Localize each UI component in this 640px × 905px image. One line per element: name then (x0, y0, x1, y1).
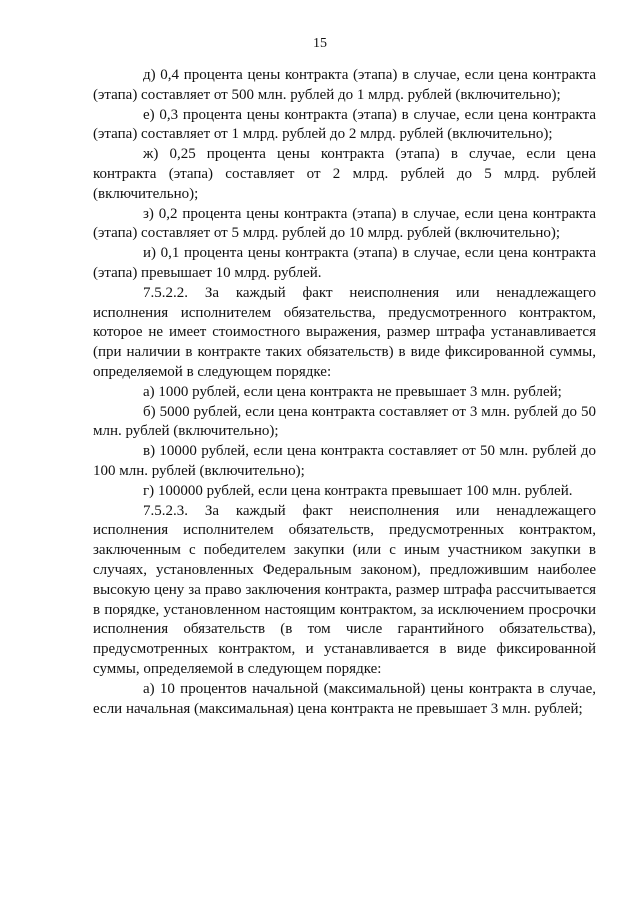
paragraph-a-10-percent: а) 10 процентов начальной (максимальной) цены контракта в случае, если начальная (максимальная) цена контракта не превышает 3 млн. рублей; (93, 680, 596, 717)
paragraph-z: з) 0,2 процента цены контракта (этапа) в случае, если цена контракта (этапа) составляет от 5 млрд. рублей до 10 млрд. рублей (включительно); (93, 205, 596, 242)
paragraph-b-5000: б) 5000 рублей, если цена контракта составляет от 3 млн. рублей до 50 млн. рублей (включительно); (93, 403, 596, 440)
paragraph-d: д) 0,4 процента цены контракта (этапа) в случае, если цена контракта (этапа) составляет от 500 млн. рублей до 1 млрд. рублей (включительно); (93, 67, 596, 103)
paragraph-g-100000: г) 100000 рублей, если цена контракта превышает 100 млн. рублей. (143, 482, 573, 499)
page-number: 15 (313, 36, 327, 51)
paragraph-e: е) 0,3 процента цены контракта (этапа) в случае, если цена контракта (этапа) составляет от 1 млрд. рублей до 2 млрд. рублей (включительно); (93, 106, 596, 143)
paragraph-v-10000: в) 10000 рублей, если цена контракта составляет от 50 млн. рублей до 100 млн. рублей (включительно); (93, 443, 596, 479)
paragraph-i: и) 0,1 процента цены контракта (этапа) в случае, если цена контракта (этапа) превышает 10 млрд. рублей. (93, 245, 596, 281)
paragraph-a-1000: а) 1000 рублей, если цена контракта не превышает 3 млн. рублей; (143, 383, 562, 400)
paragraph-7-5-2-2: 7.5.2.2. За каждый факт неисполнения или ненадлежащего исполнения исполнителем обязательства, предусмотренного контрактом, которое не имеет стоимостного выражения, размер штрафа устанавливается (при наличии в контракте таких обязательств) в виде фиксированной суммы, определяемой в следующем порядке: (93, 284, 596, 380)
document-body (93, 66, 596, 719)
paragraph-7-5-2-3: 7.5.2.3. За каждый факт неисполнения или ненадлежащего исполнения исполнителем обязательств, предусмотренных контрактом, заключенным с победителем закупки (или с иным участником закупки в случаях, установленных Федеральным законом), предложившим наиболее высокую цену за право заключения контракта, размер штрафа рассчитывается в порядке, установленном настоящим контрактом, за исключением просрочки исполнения обязательств (в том числе гарантийного обязательства), предусмотренных контрактом, и устанавливается в виде фиксированной суммы, определяемой в следующем порядке: (93, 502, 596, 677)
paragraph-zh: ж) 0,25 процента цены контракта (этапа) в случае, если цена контракта (этапа) составляет от 2 млрд. рублей до 5 млрд. рублей (включительно); (93, 146, 596, 202)
